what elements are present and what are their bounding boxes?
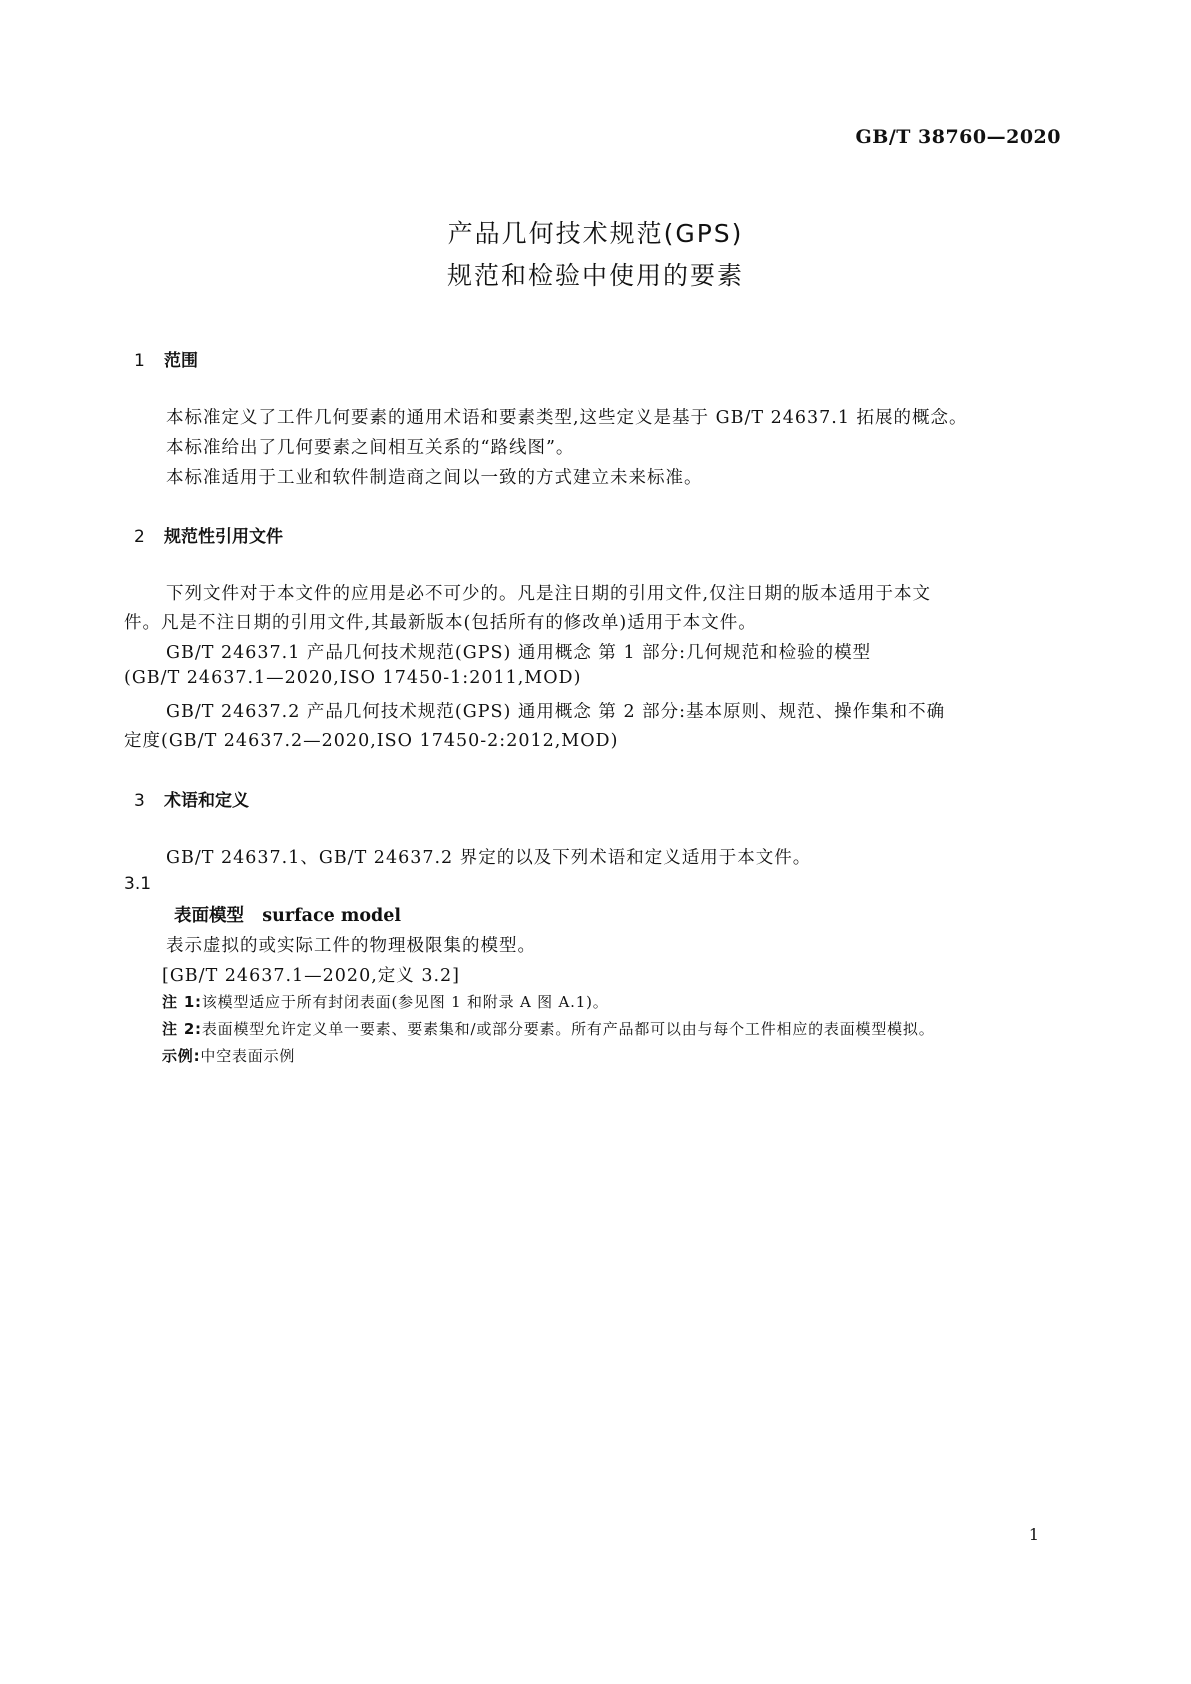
reference-entry: GB/T 24637.1 产品几何技术规范(GPS) 通用概念 第 1 部分:几何规范和检验的模型 <box>166 643 872 663</box>
example-label: 示例: <box>162 1047 201 1065</box>
note-label: 注 2: <box>162 1020 202 1038</box>
page-number: 1 <box>1028 1525 1039 1544</box>
note-text: 表面模型允许定义单一要素、要素集和/或部分要素。所有产品都可以由与每个工件相应的表面模型模拟。 <box>201 1020 935 1038</box>
section-title: 范围 <box>164 351 198 371</box>
example <box>162 1045 295 1066</box>
section-number: 2 <box>134 527 145 547</box>
title-line-1: 产品几何技术规范(GPS) <box>447 219 744 248</box>
section-3-heading <box>134 786 249 811</box>
term-name-en: surface model <box>262 906 402 926</box>
term-number: 3.1 <box>124 874 152 894</box>
reference-entry: GB/T 24637.2 产品几何技术规范(GPS) 通用概念 第 2 部分:基本原则、规范、操作集和不确 <box>166 702 946 722</box>
section-title: 术语和定义 <box>164 791 249 811</box>
note-text: 该模型适应于所有封闭表面(参见图 1 和附录 A 图 A.1)。 <box>201 993 609 1011</box>
paragraph: 本标准给出了几何要素之间相互关系的“路线图”。 <box>166 438 575 458</box>
note-1 <box>162 991 609 1012</box>
paragraph: 本标准适用于工业和软件制造商之间以一致的方式建立未来标准。 <box>166 468 703 488</box>
term-definition: 表示虚拟的或实际工件的物理极限集的模型。 <box>166 936 536 956</box>
section-number: 1 <box>134 351 145 371</box>
example-text: 中空表面示例 <box>200 1047 296 1065</box>
note-2 <box>162 1018 935 1039</box>
term-name-zh: 表面模型 <box>174 906 244 926</box>
note-label: 注 1: <box>162 993 202 1011</box>
section-1-heading <box>134 346 198 371</box>
paragraph: 本标准定义了工件几何要素的通用术语和要素类型,这些定义是基于 GB/T 24637.1 拓展的概念。 <box>166 408 968 428</box>
standard-code: GB/T 38760—2020 <box>855 126 1061 148</box>
term-source: [GB/T 24637.1—2020,定义 3.2] <box>162 966 460 986</box>
title-line-2: 规范和检验中使用的要素 <box>446 261 744 290</box>
section-2-heading <box>134 522 283 547</box>
paragraph: GB/T 24637.1、GB/T 24637.2 界定的以及下列术语和定义适用于本文件。 <box>166 848 812 868</box>
reference-entry: 定度(GB/T 24637.2—2020,ISO 17450-2:2012,MOD) <box>124 731 619 751</box>
reference-entry: (GB/T 24637.1—2020,ISO 17450-1:2011,MOD) <box>124 668 582 688</box>
term-heading <box>174 902 401 927</box>
paragraph: 件。凡是不注日期的引用文件,其最新版本(包括所有的修改单)适用于本文件。 <box>124 613 757 633</box>
section-title: 规范性引用文件 <box>164 527 283 547</box>
section-number: 3 <box>134 791 145 811</box>
paragraph: 下列文件对于本文件的应用是必不可少的。凡是注日期的引用文件,仅注日期的版本适用于本文 <box>166 584 932 604</box>
